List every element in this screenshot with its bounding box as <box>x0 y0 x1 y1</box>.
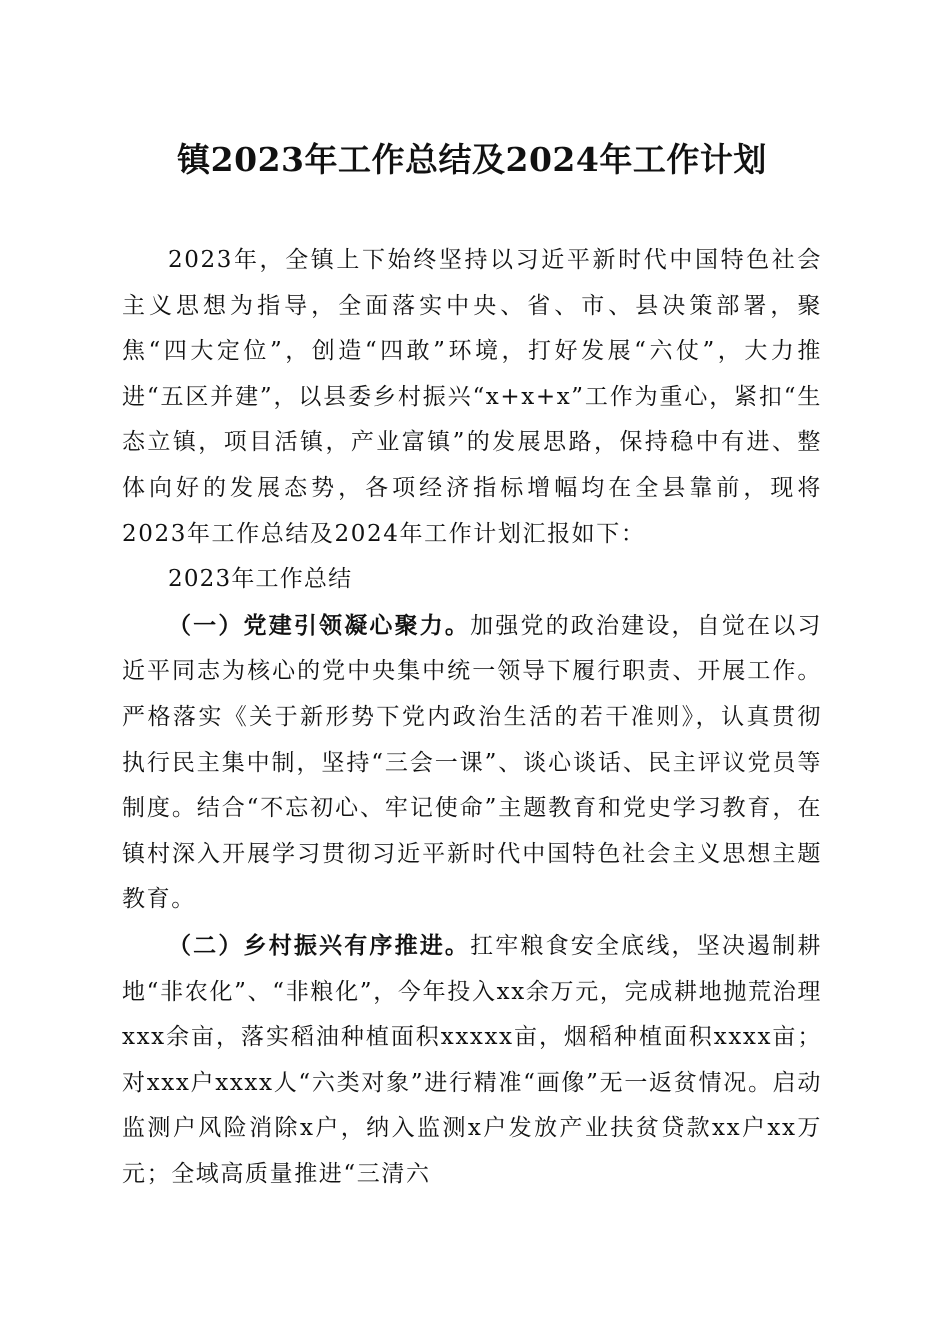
item-heading-1: （一）党建引领凝心聚力。 <box>168 611 471 639</box>
item-heading-2: （二）乡村振兴有序推进。 <box>168 931 471 959</box>
item-paragraph-2 <box>122 923 822 1198</box>
item-paragraph-1 <box>122 603 822 923</box>
document-title: 镇2023年工作总结及2024年工作计划 <box>177 140 767 179</box>
section-heading: 2023年工作总结 <box>168 566 353 593</box>
item-body-2: 扛牢粮食安全底线，坚决遏制耕地“非农化”、“非粮化”，今年投入xx余万元，完成耕地抛荒治理xxx余亩，落实稻油种植面积xxxxx亩，烟稻种植面积xxxx亩；对xxx户xxxx人“六类对象”进行精准“画像”无一返贫情况。启动监测户风险消除x户，纳入监测x户发放产业扶贫贷款xx户xx万元；全域高质量推进“三清六 <box>122 932 822 1187</box>
item-body-1: 加强党的政治建设，自觉在以习近平同志为核心的党中央集中统一领导下履行职责、开展工作。严格落实《关于新形势下党内政治生活的若干准则》，认真贯彻执行民主集中制，坚持“三会一课”、谈心谈话、民主评议党员等制度。结合“不忘初心、牢记使命”主题教育和党史学习教育，在镇村深入开展学习贯彻习近平新时代中国特色社会主义思想主题教育。 <box>122 612 822 913</box>
intro-paragraph: 2023年，全镇上下始终坚持以习近平新时代中国特色社会主义思想为指导，全面落实中央、省、市、县决策部署，聚焦“四大定位”，创造“四敢”环境，打好发展“六仗”，大力推进“五区并建”，以县委乡村振兴“x+x+x”工作为重心，紧扣“生态立镇，项目活镇，产业富镇”的发展思路，保持稳中有进、整体向好的发展态势，各项经济指标增幅均在全县靠前，现将2023年工作总结及2024年工作计划汇报如下： <box>122 247 822 547</box>
